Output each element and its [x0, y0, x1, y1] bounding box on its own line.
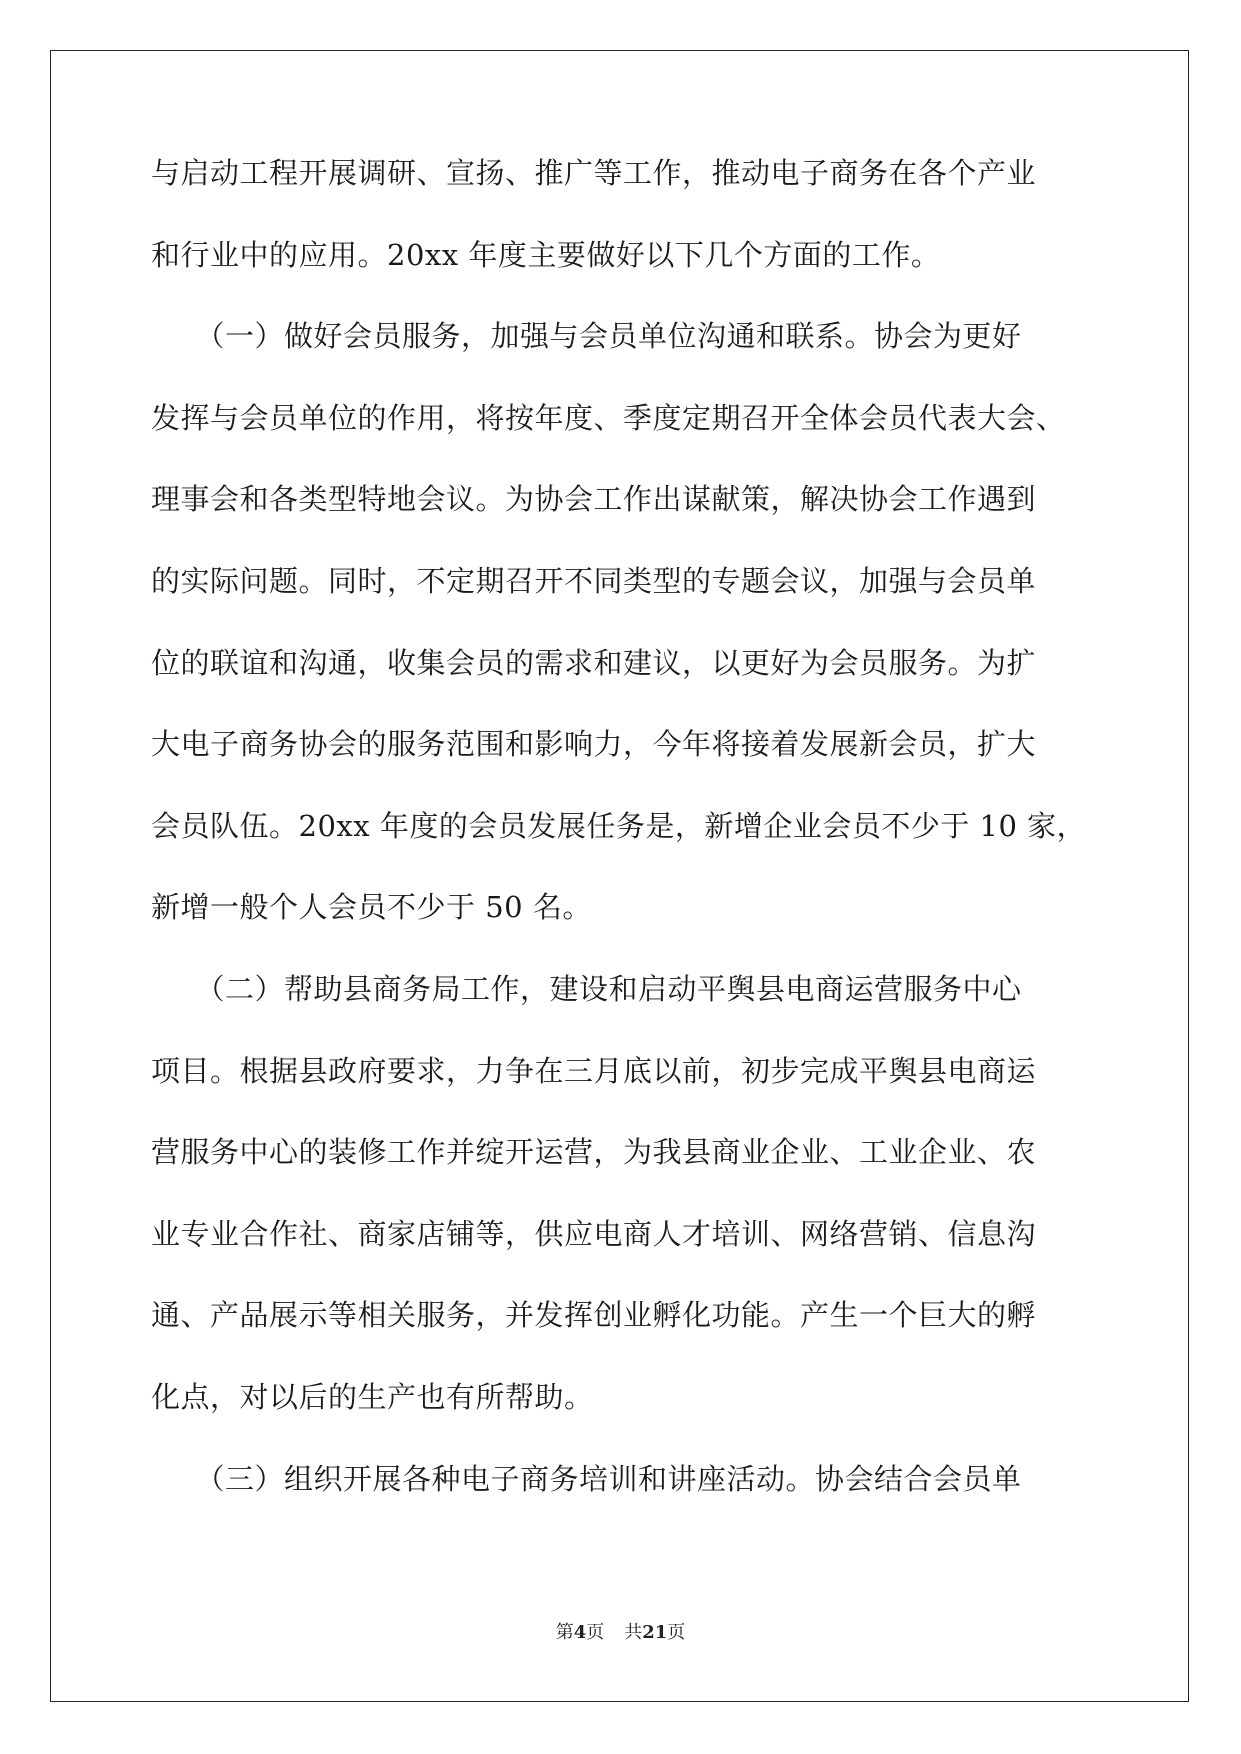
text-line: 位的联谊和沟通，收集会员的需求和建议，以更好为会员服务。为扩 [151, 645, 1037, 680]
total-pages: 21 [642, 1622, 668, 1643]
total-prefix: 共 [624, 1622, 643, 1643]
page-prefix: 第 [555, 1622, 574, 1643]
text-line: 的实际问题。同时，不定期召开不同类型的专题会议，加强与会员单 [151, 563, 1037, 598]
text-line: 与启动工程开展调研、宣扬、推广等工作，推动电子商务在各个产业 [151, 156, 1037, 190]
document-body [151, 153, 1091, 1540]
page-suffix: 页 [586, 1622, 605, 1643]
text-line: 项目。根据县政府要求，力争在三月底以前，初步完成平舆县电商运 [151, 1053, 1037, 1088]
text-line: 通、产品展示等相关服务，并发挥创业孵化功能。产生一个巨大的孵 [151, 1298, 1037, 1333]
text-line: 业专业合作社、商家店铺等，供应电商人才培训、网络营销、信息沟 [151, 1216, 1037, 1251]
text-line: 新增一般个人会员不少于 50 名。 [151, 890, 592, 925]
total-suffix: 页 [667, 1622, 686, 1643]
paragraph-heading-2: （二）帮助县商务局工作，建设和启动平舆县电商运营服务中心 [151, 971, 1022, 1006]
paragraph-heading-1: （一）做好会员服务，加强与会员单位沟通和联系。协会为更好 [151, 319, 1022, 354]
text-line: 发挥与会员单位的作用，将按年度、季度定期召开全体会员代表大会、 [151, 400, 1066, 435]
text-line: 理事会和各类型特地会议。为协会工作出谋献策，解决协会工作遇到 [151, 482, 1037, 517]
text-line: 大电子商务协会的服务范围和影响力，今年将接着发展新会员，扩大 [151, 727, 1037, 762]
text-line: 会员队伍。20xx 年度的会员发展任务是，新增企业会员不少于 10 家， [151, 808, 1087, 843]
page-number: 4 [573, 1622, 587, 1643]
text-line: 和行业中的应用。20xx 年度主要做好以下几个方面的工作。 [151, 237, 941, 272]
text-line: 营服务中心的装修工作并绽开运营，为我县商业企业、工业企业、农 [151, 1135, 1037, 1170]
page-footer [0, 1621, 1241, 1645]
paragraph-heading-3: （三）组织开展各种电子商务培训和讲座活动。协会结合会员单 [151, 1461, 1022, 1496]
text-line: 化点，对以后的生产也有所帮助。 [151, 1379, 594, 1414]
